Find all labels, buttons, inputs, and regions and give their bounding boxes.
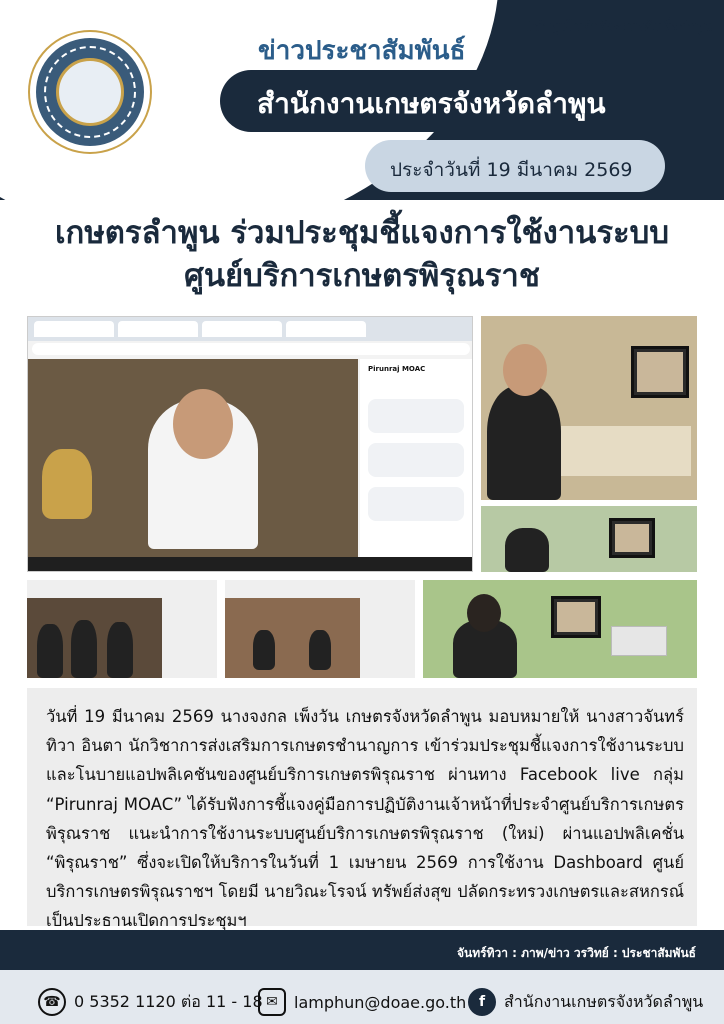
- desk: [561, 426, 691, 476]
- photo-meeting-hall: [225, 580, 415, 678]
- officer: [487, 386, 561, 500]
- headline-line-2: ศูนย์บริการเกษตรพิรุณราช: [184, 258, 540, 295]
- facebook-page-name: สำนักงานเกษตรจังหวัดลำพูน: [504, 991, 704, 1011]
- headline: [0, 212, 724, 299]
- facebook-icon: f: [468, 988, 496, 1016]
- logo-emblem: [56, 58, 124, 126]
- facebook-comments-panel: [360, 359, 473, 559]
- printer: [611, 626, 667, 656]
- photo-credit: จันทร์ทิวา : ภาพ/ข่าว วรวิทย์ : ประชาสัมพันธ์: [456, 946, 696, 960]
- browser-tab: [286, 321, 366, 337]
- email-contact[interactable]: [258, 988, 466, 1016]
- officer: [505, 528, 549, 572]
- officer-head: [467, 594, 501, 632]
- mail-icon: ✉: [258, 988, 286, 1016]
- photo-officer-at-desk: [481, 316, 697, 500]
- browser-tab: [202, 321, 282, 337]
- phone-contact[interactable]: [38, 988, 263, 1016]
- participant: [253, 630, 275, 670]
- fb-page-name: Pirunraj MOAC: [368, 365, 426, 373]
- browser-tab-bar: [28, 317, 472, 341]
- department-logo: [30, 32, 150, 152]
- browser-tab: [118, 321, 198, 337]
- press-release-label: ข่าวประชาสัมพันธ์: [258, 36, 466, 66]
- address-bar: [32, 343, 470, 355]
- phone-icon: ☎: [38, 988, 66, 1016]
- photo-meeting-panel: [27, 580, 217, 678]
- office-name: สำนักงานเกษตรจังหวัดลำพูน: [257, 87, 606, 120]
- article-body: วันที่ 19 มีนาคม 2569 นางจงกล เพ็งวัน เกษตรจังหวัดลำพูน มอบหมายให้ นางสาวจันทร์ทิวา อินตา นักวิชาการส่งเสริมการเกษตรชำนาญการ เข้าร่วมประชุมชี้แจงการใช้งานระบบและโนบายแอปพลิเคชันของศูนย์บริการเกษตรพิรุณราช ผ่านทาง Facebook live กลุ่ม “Pirunraj MOAC” ได้รับฟังการชี้แจงคู่มือการปฏิบัติงานเจ้าหน้าที่ประจำศูนย์บริการเกษตรพิรุณราช แนะนำการใช้งานระบบศูนย์บริการเกษตรพิรุณราช (ใหม่) ผ่านแอปพลิเคชั่น “พิรุณราช” ซึ่งจะเปิดให้บริการในวันที่ 1 เมษายน 2569 การใช้งาน Dashboard ศูนย์บริการเกษตรพิรุณราชฯ โดยมี นายวิณะโรจน์ ทรัพย์ส่งสุข ปลัดกระทรวงเกษตรและสหกรณ์ เป็นประธานเปิดการประชุมฯ: [46, 707, 684, 931]
- issue-date: ประจำวันที่ 19 มีนาคม 2569: [390, 159, 633, 181]
- computer-monitor: [609, 518, 655, 558]
- speaker-head: [173, 389, 233, 459]
- officer-head: [503, 344, 547, 396]
- photo-officer-from-behind: [423, 580, 697, 678]
- photo-officer-watching: [481, 506, 697, 572]
- facebook-live-screenshot: [27, 316, 473, 572]
- facebook-contact[interactable]: [468, 988, 703, 1016]
- windows-taskbar: [28, 557, 472, 571]
- participant: [309, 630, 331, 670]
- participant: [107, 622, 133, 678]
- phone-number: 0 5352 1120 ต่อ 11 - 18: [74, 991, 263, 1011]
- computer-monitor: [631, 346, 689, 398]
- video-frame: [225, 598, 360, 678]
- participant: [37, 624, 63, 678]
- live-video: [28, 359, 358, 559]
- email-address: lamphun@doae.go.th: [294, 992, 467, 1012]
- ministry-crest: [42, 449, 92, 519]
- computer-monitor: [551, 596, 601, 638]
- headline-line-1: เกษตรลำพูน ร่วมประชุมชี้แจงการใช้งานระบบ: [54, 215, 670, 251]
- browser-tab: [34, 321, 114, 337]
- comment-bubble: [368, 487, 464, 521]
- participant: [71, 620, 97, 678]
- hashtag: #ลำพูนไม่ลำพังรวมพลังเพื่อลำพูน: [523, 20, 712, 35]
- comment-bubble: [368, 399, 464, 433]
- comment-bubble: [368, 443, 464, 477]
